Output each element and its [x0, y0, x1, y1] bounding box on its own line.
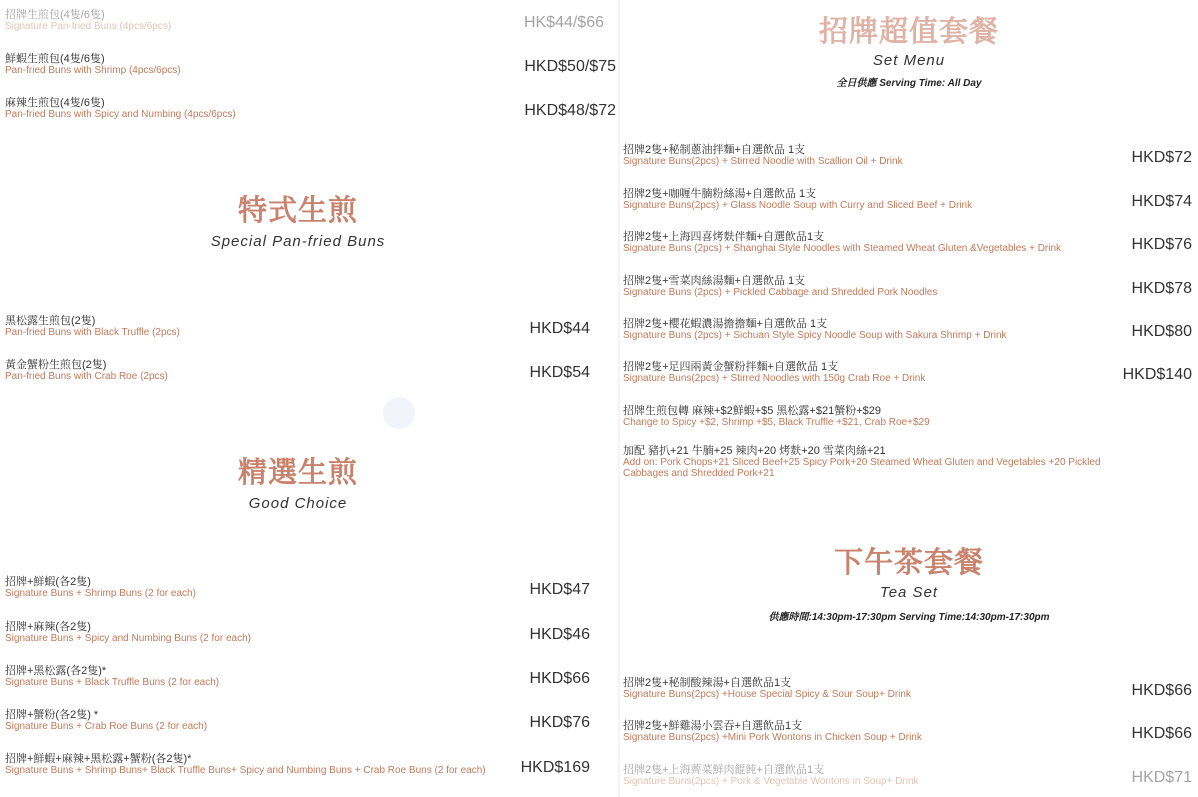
item-name-en: Signature Pan-fried Buns (4pcs/6pcs) — [5, 21, 172, 32]
item-name-zh: 招牌2隻+足四兩黃金蟹粉拌麵+自選飲品 1支 — [623, 361, 839, 373]
menu-note — [623, 445, 1123, 479]
item-name-en: Signature Buns (2pcs) + Sichuan Style Spicy Noodle Soup with Sakura Shrimp + Drink — [623, 330, 1007, 341]
menu-item — [5, 621, 251, 644]
menu-item — [623, 318, 1007, 341]
note-zh: 招牌生煎包轉 麻辣+$2鮮蝦+$5 黑松露+$21蟹粉+$29 — [623, 405, 881, 417]
item-name-zh: 黃金蟹粉生煎包(2隻) — [5, 359, 107, 371]
item-name-en: Signature Buns + Shrimp Buns (2 for each) — [5, 588, 196, 599]
section-title-zh: 精選生煎 — [237, 457, 358, 489]
section-title-en: Set Menu — [872, 52, 946, 69]
item-price: HKD$66 — [1131, 682, 1192, 699]
menu-item — [623, 144, 903, 167]
menu-item — [5, 709, 207, 732]
item-price: HKD$46 — [529, 626, 590, 643]
item-name-en: Signature Buns(2pcs) + Stirred Noodles with 150g Crab Roe + Drink — [623, 373, 926, 384]
menu-item — [5, 753, 495, 776]
menu-item — [5, 315, 180, 338]
item-name-en: Signature Buns(2pcs) + Glass Noodle Soup with Curry and Sliced Beef + Drink — [623, 200, 973, 211]
serving-time: 供應時間:14:30pm-17:30pm Serving Time:14:30pm-17:30pm — [768, 612, 1050, 623]
item-name-en: Signature Buns (2pcs) + Shanghai Style Noodles with Steamed Wheat Gluten &Vegetables + Drink — [623, 243, 1062, 254]
item-name-en: Signature Buns(2pcs) +House Special Spicy & Sour Soup+ Drink — [623, 689, 911, 700]
item-price: HK$44/$66 — [523, 14, 604, 31]
item-name-zh: 招牌2隻+秘制酸辣湯+自選飲品1支 — [623, 677, 792, 689]
note-en: Add on: Pork Chops+21 Sliced Beef+25 Spicy Pork+20 Steamed Wheat Gluten and Vegetables +20 Pickled Cabbages and Shredded Pork+21 — [623, 457, 1101, 479]
item-name-zh: 招牌2隻+秘制蔥油拌麵+自選飲品 1支 — [623, 144, 806, 156]
section-title-zh: 下午茶套餐 — [833, 547, 984, 579]
item-name-en: Signature Buns(2pcs) + Stirred Noodle with Scallion Oil + Drink — [623, 156, 903, 167]
item-price: HKD$50/$75 — [524, 58, 616, 75]
item-name-en: Signature Buns(2pcs) +Mini Pork Wontons in Chicken Soup + Drink — [623, 732, 922, 743]
serving-time: 全日供應 Serving Time: All Day — [836, 78, 982, 89]
item-name-zh: 招牌2隻+雪菜肉絲湯麵+自選飲品 1支 — [623, 275, 806, 287]
menu-item — [623, 677, 911, 700]
item-price: HKD$74 — [1131, 193, 1192, 210]
menu-item — [623, 361, 925, 384]
menu-item — [623, 720, 922, 743]
menu-item — [623, 764, 919, 787]
item-price: HKD$76 — [529, 714, 590, 731]
item-price: HKD$72 — [1131, 149, 1192, 166]
item-name-en: Signature Buns + Spicy and Numbing Buns (2 for each) — [5, 633, 251, 644]
item-name-zh: 招牌2隻+鮮雞湯小雲吞+自選飲品1支 — [623, 720, 803, 732]
note-en: Change to Spicy +$2, Shrimp +$5, Black Truffle +$21, Crab Roe+$29 — [623, 417, 930, 428]
menu-item — [623, 188, 972, 211]
section-title-en: Good Choice — [248, 495, 348, 512]
item-price: HKD$71 — [1131, 769, 1192, 786]
item-name-en: Signature Buns(2pcs) + Pork & Vegetable Wontons in Soup+ Drink — [623, 776, 919, 787]
item-name-en: Signature Buns (2pcs) + Pickled Cabbage and Shredded Pork Noodles — [623, 287, 938, 298]
item-name-zh: 招牌2隻+上海四喜烤麩伴麵+自選飲品1支 — [623, 231, 825, 243]
item-name-zh: 黑松露生煎包(2隻) — [5, 315, 96, 327]
item-name-en: Signature Buns + Black Truffle Buns (2 for each) — [5, 677, 220, 688]
item-price: HKD$76 — [1131, 236, 1192, 253]
item-name-zh: 招牌+麻辣(各2隻) — [5, 621, 91, 633]
item-price: HKD$169 — [520, 759, 590, 776]
item-price: HKD$47 — [529, 581, 590, 598]
menu-item — [623, 231, 1061, 254]
item-price: HKD$66 — [1131, 725, 1192, 742]
item-name-zh: 招牌+黑松露(各2隻)* — [5, 665, 107, 677]
section-title-zh: 特式生煎 — [237, 195, 358, 227]
item-name-zh: 鮮蝦生煎包(4隻/6隻) — [5, 53, 105, 65]
item-name-en: Pan-fried Buns with Black Truffle (2pcs) — [5, 327, 180, 338]
item-name-zh: 麻辣生煎包(4隻/6隻) — [5, 97, 105, 109]
menu-item — [5, 576, 196, 599]
item-name-zh: 招牌2隻+上海薺菜鮮肉餛飩+自選飲品1支 — [623, 764, 825, 776]
menu-item — [5, 53, 181, 76]
item-price: HKD$44 — [529, 320, 590, 337]
item-name-en: Pan-fried Buns with Spicy and Numbing (4pcs/6pcs) — [5, 109, 236, 120]
item-name-zh: 招牌+鮮蝦+麻辣+黑松露+蟹粉(各2隻)* — [5, 753, 192, 765]
right-menu-column — [620, 0, 1198, 797]
item-name-en: Signature Buns + Shrimp Buns+ Black Truffle Buns+ Spicy and Numbing Buns + Crab Roe Buns (2 for each) — [5, 765, 486, 776]
menu-note — [623, 405, 930, 428]
item-name-zh: 招牌生煎包(4隻/6隻) — [5, 9, 105, 21]
item-price: HKD$80 — [1131, 323, 1192, 340]
item-price: HKD$66 — [529, 670, 590, 687]
item-name-en: Signature Buns + Crab Roe Buns (2 for each) — [5, 721, 208, 732]
item-price: HKD$140 — [1122, 366, 1192, 383]
item-price: HKD$48/$72 — [524, 102, 616, 119]
item-name-zh: 招牌+蟹粉(各2隻) * — [5, 709, 99, 721]
menu-item — [5, 9, 171, 32]
menu-item — [5, 359, 168, 382]
section-title-en: Special Pan-fried Buns — [210, 233, 386, 250]
item-name-en: Pan-fried Buns with Crab Roe (2pcs) — [5, 371, 168, 382]
item-name-zh: 招牌2隻+櫻花蝦濃湯擔擔麵+自選飲品 1支 — [623, 318, 828, 330]
section-title-zh: 招牌超值套餐 — [818, 16, 999, 48]
item-name-zh: 招牌+鮮蝦(各2隻) — [5, 576, 91, 588]
section-title-en: Tea Set — [879, 584, 939, 601]
item-price: HKD$54 — [529, 364, 590, 381]
item-name-zh: 招牌2隻+咖喱牛腩粉絲湯+自選飲品 1支 — [623, 188, 817, 200]
item-price: HKD$78 — [1131, 280, 1192, 297]
item-name-en: Pan-fried Buns with Shrimp (4pcs/6pcs) — [5, 65, 181, 76]
menu-item — [5, 97, 236, 120]
menu-item — [623, 275, 937, 298]
menu-item — [5, 665, 219, 688]
note-zh: 加配 豬扒+21 牛腩+25 辣肉+20 烤麩+20 雪菜肉絲+21 — [623, 445, 886, 457]
scroll-indicator-dot — [383, 397, 415, 429]
